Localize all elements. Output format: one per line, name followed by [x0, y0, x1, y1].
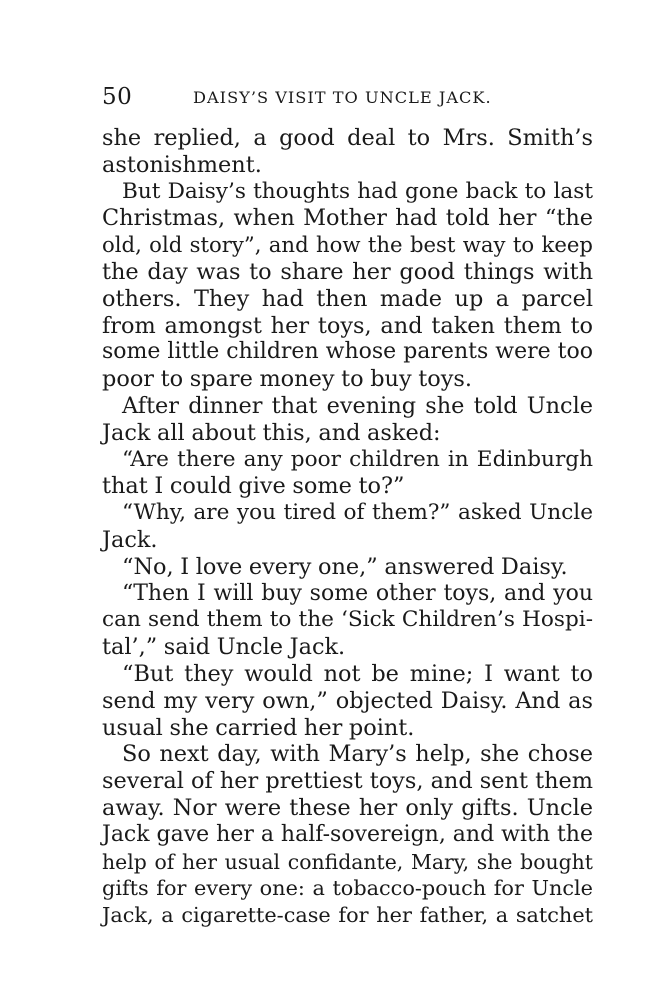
text-line: astonishment. — [102, 151, 262, 178]
text-line: gifts for every one: a tobacco-pouch for Uncle — [102, 876, 593, 901]
page-number: 50 — [102, 84, 133, 110]
text-line: “Why, are you tired of them?” asked Uncle — [122, 500, 593, 526]
text-line: usual she carried her point. — [102, 714, 415, 741]
text-line: But Daisy’s thoughts had gone back to last — [122, 178, 593, 204]
text-line: “But they would not be mine; I want to — [122, 660, 593, 687]
text-line: Jack. — [102, 526, 158, 553]
text-line: Jack, a cigarette-case for her father, a satchet — [102, 903, 593, 928]
text-line: “Then I will buy some other toys, and you — [122, 580, 593, 606]
body-text — [102, 125, 593, 929]
running-head — [102, 82, 594, 112]
text-line: the day was to share her good things with — [102, 258, 593, 285]
text-line: old, old story”, and how the best way to keep — [102, 232, 593, 258]
text-line: from amongst her toys, and taken them to — [102, 312, 593, 339]
text-line: “Are there any poor children in Edinburgh — [122, 446, 593, 472]
text-line: “No, I love every one,” answered Daisy. — [122, 553, 568, 580]
text-line: tal’,” said Uncle Jack. — [102, 634, 346, 661]
text-line: some little children whose parents were too — [102, 339, 593, 365]
text-line: can send them to the ‘Sick Children’s Hospi- — [102, 607, 593, 633]
text-line: that I could give some to?” — [102, 473, 405, 500]
text-line: others. They had then made up a parcel — [102, 285, 593, 312]
text-line: help of her usual confidante, Mary, she bought — [102, 849, 593, 874]
text-line: she replied, a good deal to Mrs. Smith’s — [102, 125, 593, 151]
text-line: several of her prettiest toys, and sent them — [102, 768, 593, 795]
text-line: So next day, with Mary’s help, she chose — [122, 741, 593, 768]
running-title: DAISY’S VISIT TO UNCLE JACK. — [193, 88, 492, 107]
text-line: send my very own,” objected Daisy. And as — [102, 687, 593, 714]
text-line: Jack gave her a half-sovereign, and with the — [102, 821, 593, 847]
text-line: Jack all about this, and asked: — [102, 419, 441, 446]
text-line: away. Nor were these her only gifts. Uncle — [102, 794, 593, 821]
text-line: Christmas, when Mother had told her “the — [102, 205, 593, 232]
text-line: After dinner that evening she told Uncle — [122, 392, 593, 419]
text-line: poor to spare money to buy toys. — [102, 366, 472, 393]
